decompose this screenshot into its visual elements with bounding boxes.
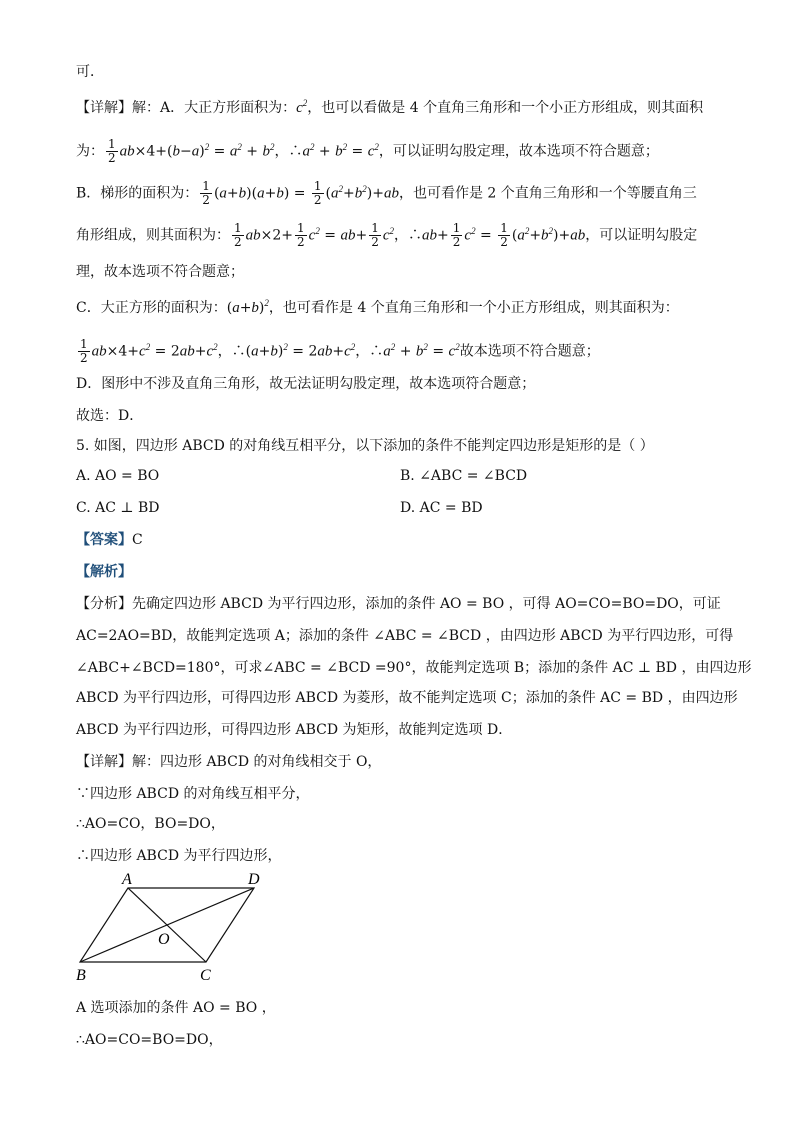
diagonal-bd <box>80 888 254 962</box>
option-d: D. AC = BD <box>400 500 483 516</box>
formula-line: C．大正方形的面积为：$(a+b)^2$，也可看作是 4 个直角三角形和一个小正方形组成，则其面积为： <box>76 298 679 316</box>
text-line: 可． <box>76 64 104 80</box>
vertex-label-c: C <box>200 967 211 984</box>
analysis-line: 【分析】先确定四边形 ABCD 为平行四边形，添加的条件 AO = BO ，可得 AO=CO=BO=DO，可证 <box>76 596 721 612</box>
analysis-line: ABCD 为平行四边形，可得四边形 ABCD 为菱形，故不能判定选项 C；添加的条件 AC = BD ，由四边形 <box>76 690 738 706</box>
answer-line: 【答案】C <box>76 532 143 548</box>
parallelogram-figure <box>70 870 270 988</box>
vertex-label-a: A <box>122 871 132 888</box>
option-c: C. AC ⊥ BD <box>76 500 160 516</box>
formula-line: 为： $\frac{1}{2}$ $ab\times 4+(b-a)^2 = a^2 + b^2$，$\therefore a^2 + b^2 = c^2$，可以证明勾股定理，故本选项不符合题意； <box>76 137 659 165</box>
center-label-o: O <box>158 931 170 948</box>
formula-line: B．梯形的面积为： $\frac{1}{2}$ (a+b)(a+b) = $\frac{1}{2}$ $(a^2+b^2)+ab$，也可看作是 2 个直角三角形和一个等腰直角三 <box>76 179 697 207</box>
analysis-line: ∠ABC+∠BCD=180°，可求∠ABC = ∠BCD =90°，故能判定选项 B；添加的条件 AC ⊥ BD ，由四边形 <box>76 660 752 676</box>
analysis-heading: 【解析】 <box>76 564 132 580</box>
text-line: D．图形中不涉及直角三角形，故无法证明勾股定理，故本选项符合题意； <box>76 376 536 392</box>
formula-line: $\frac{1}{2}$ $ab\times 4+c^2 = 2ab+c^2$，$\therefore(a+b)^2 = 2ab+c^2$，$\therefore a^2 + b^2 = c^2$故本选项不符合题意； <box>80 337 600 365</box>
question-title: 5. 如图，四边形 ABCD 的对角线互相平分，以下添加的条件不能判定四边形是矩形的是（ ） <box>76 438 654 454</box>
detail-line: ∴四边形 ABCD 为平行四边形， <box>76 848 282 864</box>
detail-line: ∴AO=CO，BO=DO， <box>76 816 225 832</box>
vertex-label-d: D <box>248 871 260 888</box>
detail-line: ∵四边形 ABCD 的对角线互相平分， <box>76 786 310 802</box>
detail-line: A 选项添加的条件 AO = BO ， <box>76 1000 276 1016</box>
text-line: 故选：D． <box>76 408 144 424</box>
detail-line: 【详解】解：A．大正方形面积为：$c^2$，也可以看做是 4 个直角三角形和一个小正方形组成，则其面积 <box>76 98 704 116</box>
option-a: A. AO = BO <box>76 468 160 484</box>
detail-line: ∴AO=CO=BO=DO， <box>76 1032 223 1048</box>
detail-line: 【详解】解：四边形 ABCD 的对角线相交于 O， <box>76 754 382 770</box>
analysis-line: AC=2AO=BD，故能判定选项 A；添加的条件 ∠ABC = ∠BCD ，由四边形 ABCD 为平行四边形，可得 <box>76 628 734 644</box>
vertex-label-b: B <box>76 967 86 984</box>
option-b: B. ∠ABC = ∠BCD <box>400 468 528 484</box>
analysis-line: ABCD 为平行四边形，可得四边形 ABCD 为矩形，故能判定选项 D． <box>76 722 513 738</box>
formula-line: 角形组成，则其面积为： $\frac{1}{2}$ ab×2+ $\frac{1}{2}$ $c^2 = ab+$ $\frac{1}{2}$ $c^2$，∴ab+ $\frac{1}{2}$ $c^2$ = $\frac{1}{2}$ $(a^2+b^2)+ab$，可以证明勾股定 <box>76 221 698 249</box>
text-line: 理，故本选项不符合题意； <box>76 264 244 280</box>
